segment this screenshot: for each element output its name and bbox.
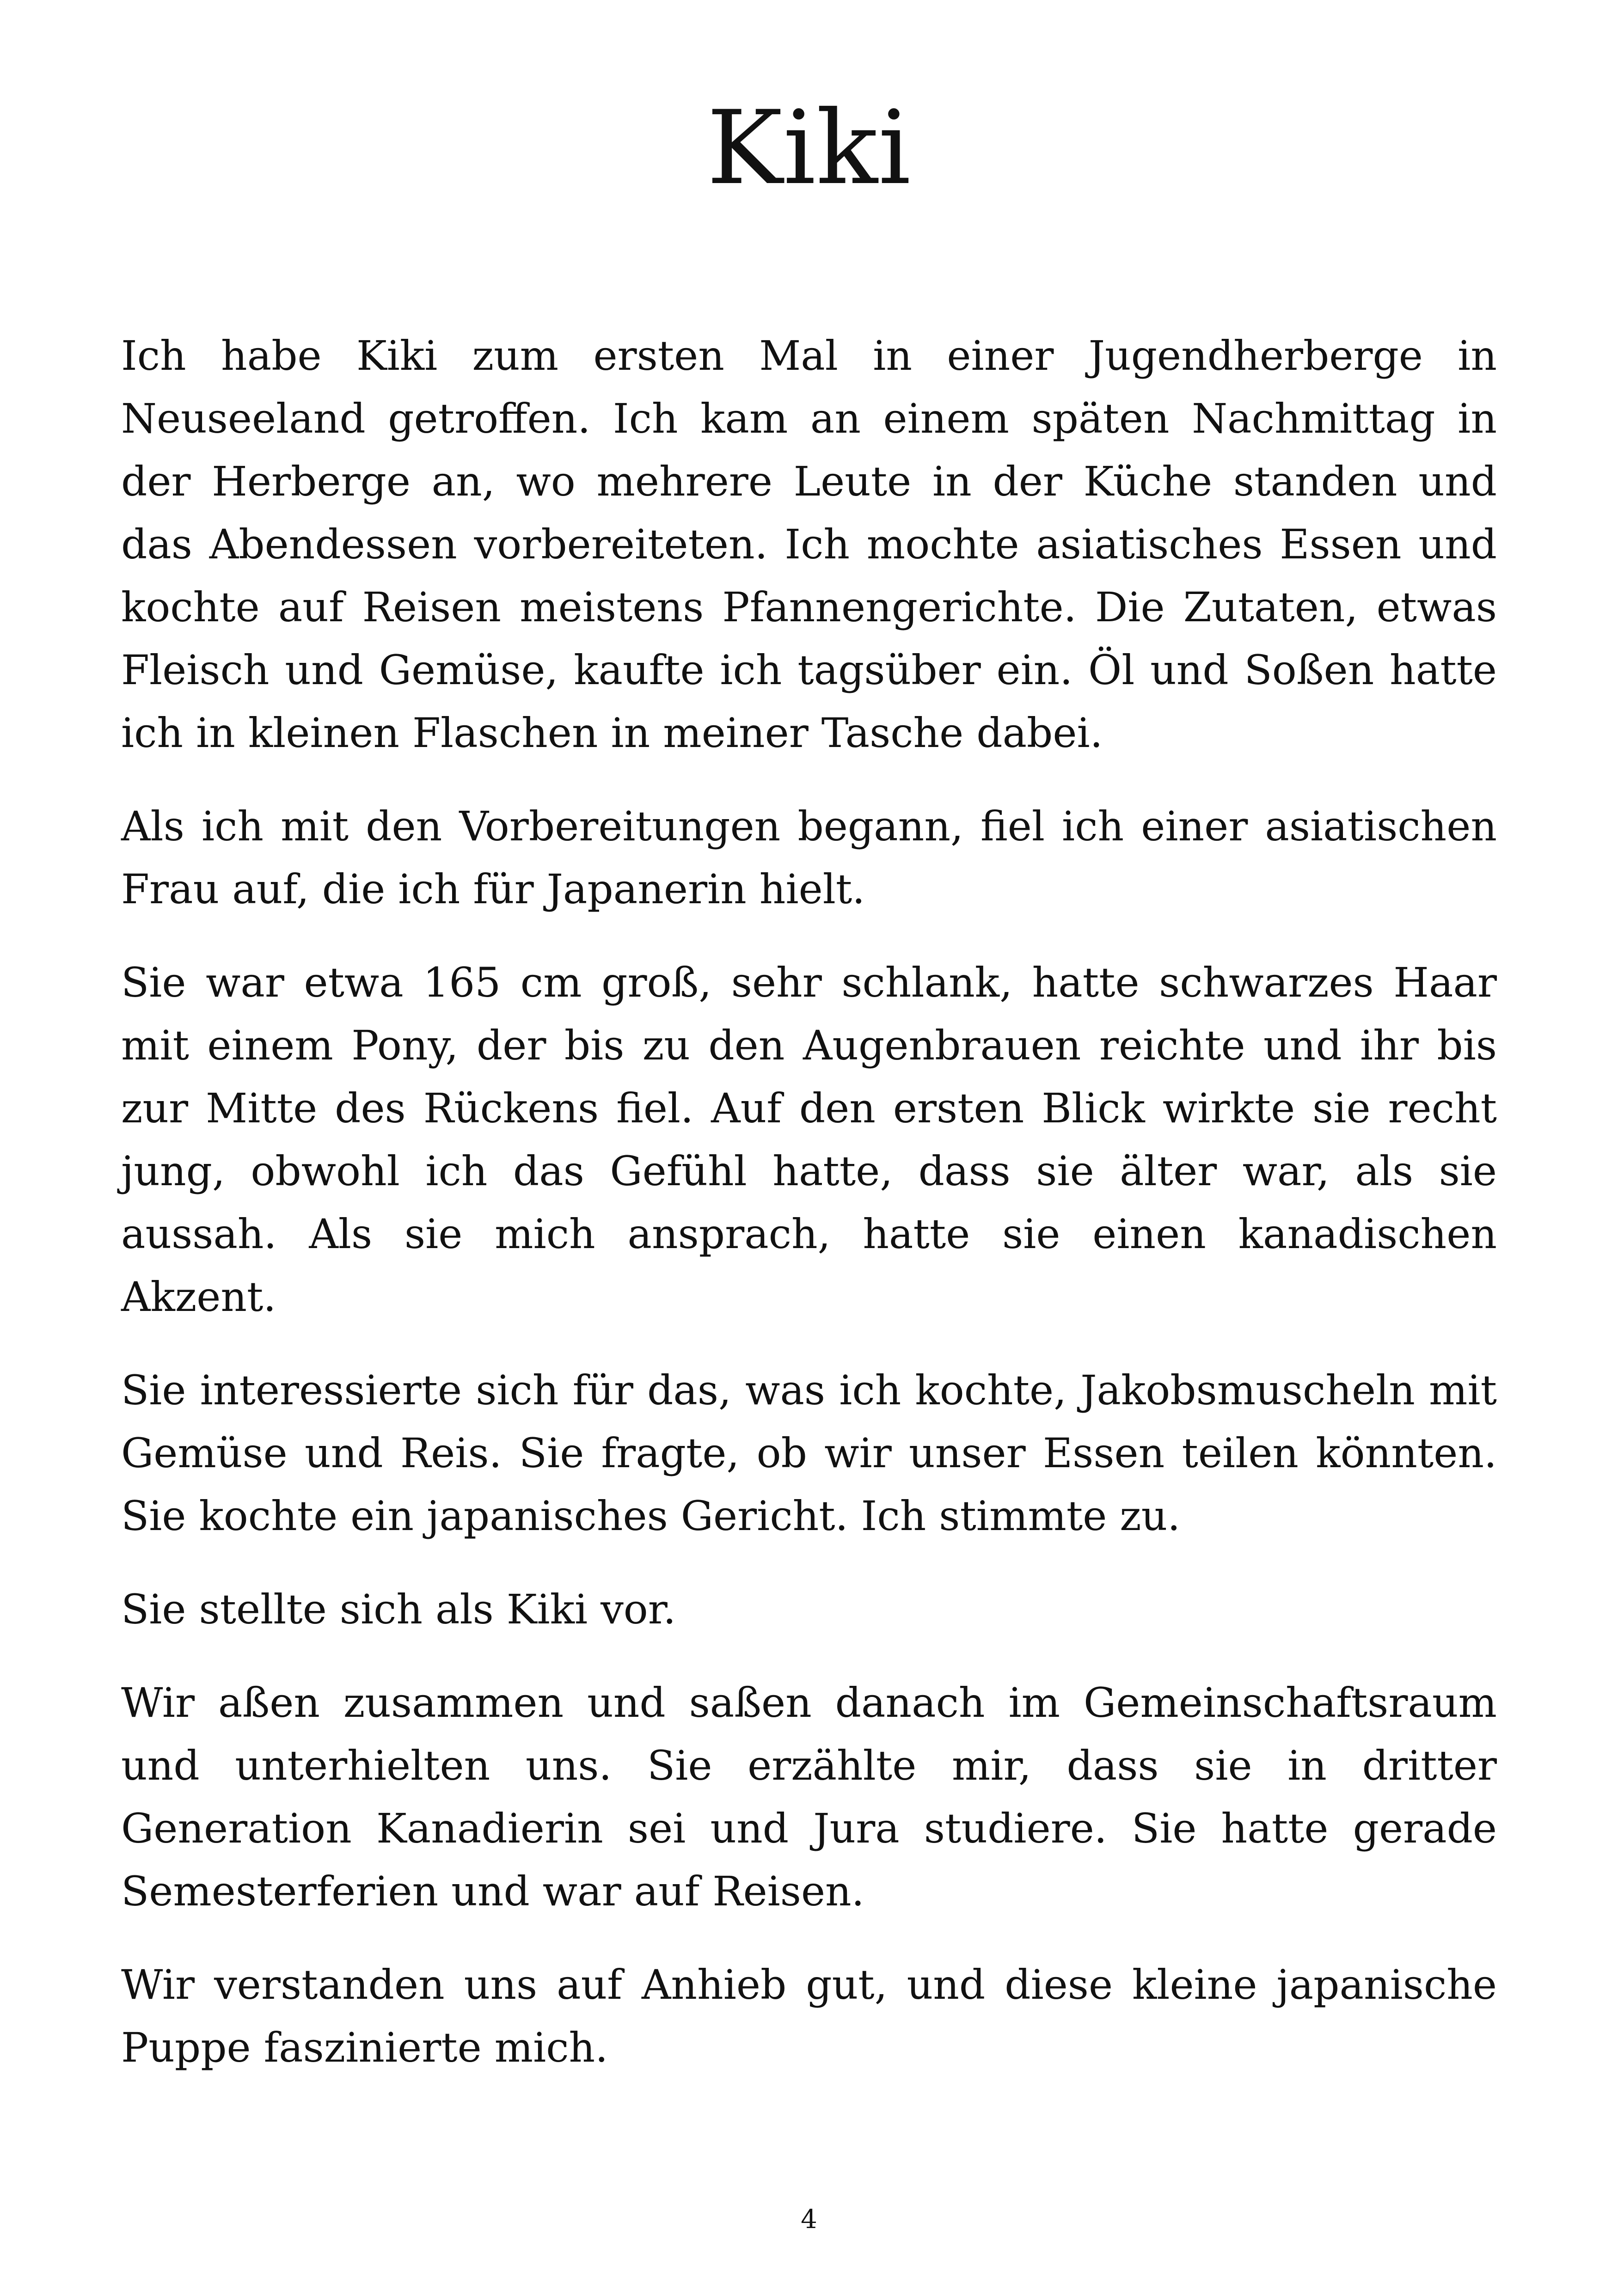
paragraph-2: Als ich mit den Vorbereitungen begann, fiel ich einer asiatischen Frau auf, die ich für Japanerin hielt.	[121, 802, 1497, 913]
paragraph-5: Sie stellte sich als Kiki vor.	[121, 1586, 676, 1633]
page-title: Kiki	[706, 89, 912, 207]
paragraph-6: Wir aßen zusammen und saßen danach im Gemeinschaftsraum und unterhielten uns. Sie erzählte mir, dass sie in dritter Generation Kanadierin sei und Jura studiere. Sie hatte gerade Semesterferien und war auf Reisen.	[121, 1679, 1497, 1915]
page-number: 4	[801, 2204, 817, 2235]
paragraph-4: Sie interessierte sich für das, was ich kochte, Jakobsmuscheln mit Gemüse und Reis. Sie fragte, ob wir unser Essen teilen könnten. Sie kochte ein japanisches Gericht. Ich stimmte zu.	[121, 1366, 1497, 1540]
body-text	[121, 325, 1497, 2110]
paragraph-1: Ich habe Kiki zum ersten Mal in einer Jugendherberge in Neuseeland getroffen. Ich kam an einem späten Nachmittag in der Herberge an, wo mehrere Leute in der Küche standen und das Abendessen vorbereiteten. Ich mochte asiatisches Essen und kochte auf Reisen meistens Pfannengerichte. Die Zutaten, etwas Fleisch und Gemüse, kaufte ich tagsüber ein. Öl und Soßen hatte ich in kleinen Flaschen in meiner Tasche dabei.	[121, 332, 1497, 757]
paragraph-3: Sie war etwa 165 cm groß, sehr schlank, hatte schwarzes Haar mit einem Pony, der bis zu den Augenbrauen reichte und ihr bis zur Mitte des Rückens fiel. Auf den ersten Blick wirkte sie recht jung, obwohl ich das Gefühl hatte, dass sie älter war, als sie aussah. Als sie mich ansprach, hatte sie einen kanadischen Akzent.	[121, 959, 1497, 1321]
paragraph-7: Wir verstanden uns auf Anhieb gut, und diese kleine japanische Puppe faszinierte mich.	[121, 1961, 1497, 2071]
